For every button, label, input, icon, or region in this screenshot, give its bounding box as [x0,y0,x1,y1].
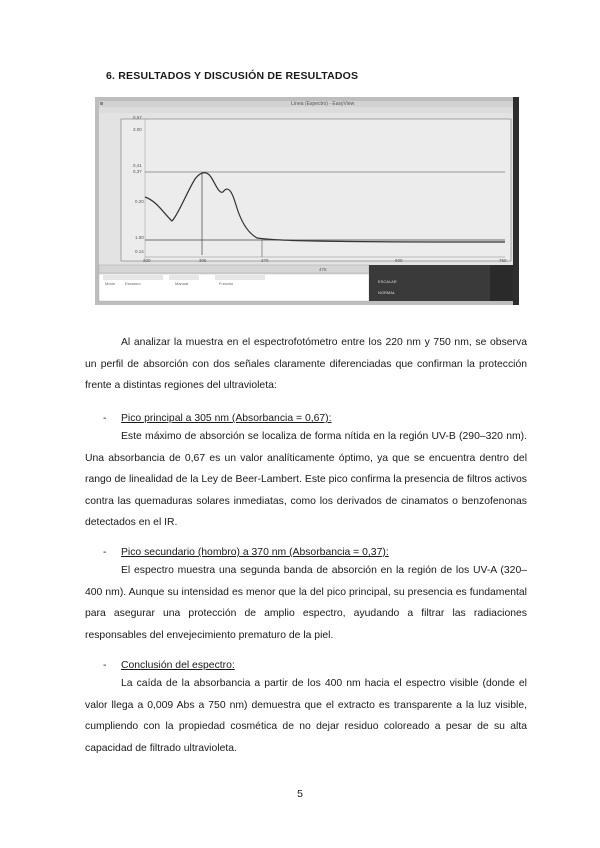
spectrum-photo [95,97,519,305]
y-tick-4: 0,37 [133,169,142,174]
right-bezel [513,97,519,305]
bullet-2 [103,546,389,560]
photo-window-title: Línea (Espectro) - EasyView [291,101,355,107]
bullet-1-text: Este máximo de absorción se localiza de forma nítida en la región UV-B (290–320 nm). Una absorbancia de 0,67 es un valor analíticamente óptimo, ya que se encuentra dentro del rango de linealidad de la Ley de Beer-Lambert. Este pico confirma la presencia de filtros activos contra las quemaduras solares inmediatas, como los derivados de cinamatos o benzofenonas detectados en el IR. [85,431,527,528]
y-tick-2: 3.00 [133,127,142,132]
x-tick-3: 370 [261,258,269,263]
menu-bar [99,107,515,113]
status-label-2: NORMAL [378,290,396,295]
x-tick-6: 750 [499,258,507,263]
bullet-3 [103,659,235,673]
x-tick-4: 475 [319,267,327,272]
bullet-dash: - [103,547,107,558]
y-tick-3: 0,41 [133,163,142,168]
bullet-2-text: El espectro muestra una segunda banda de absorción en la región de los UV-A (320–400 nm). Aunque su intensidad es menor que la del pico principal, su presencia es fundamental para asegurar una protección de amplio espectro, ayudando a filtrar las radiaciones responsables del envejecimiento prematuro de la piel. [85,565,527,641]
bullet-1 [103,412,332,426]
toolbar-label-1[interactable]: Modo [105,281,116,286]
toolbar-label-2[interactable]: Escaneo [125,281,141,286]
bullet-1-label: Pico principal a 305 nm (Absorbancia = 0,67): [121,413,332,424]
y-tick-6: 1.00 [135,235,144,240]
bullet-3-text: La caída de la absorbancia a partir de los 400 nm hacia el espectro visible (donde el valor llega a 0,009 Abs a 750 nm) demuestra que el extracto es transparente a la luz visible, cumpliendo con la propiedad cosmética de no dejar residuo coloreado a pesar de su alta capacidad de filtrado ultravioleta. [85,678,527,754]
y-tick-7: 0.14 [135,249,144,254]
toolbar [99,265,369,273]
bullet-3-label: Conclusión del espectro: [121,660,235,671]
y-tick-1: 0,57 [133,115,142,120]
data-panel-tab-3 [215,275,265,280]
toolbar-label-4[interactable]: Función [219,281,234,286]
bullet-dash: - [103,660,107,671]
status-label-1: ESCALAR [378,279,397,284]
intro-paragraph: Al analizar la muestra en el espectrofotómetro entre los 220 nm y 750 nm, se observa un perfil de absorción con dos señales claramente diferenciadas que confirman la protección frente a distintas regiones del ultravioleta: [85,337,527,391]
x-tick-5: 600 [395,258,403,263]
section-heading: 6. RESULTADOS Y DISCUSIÓN DE RESULTADOS [106,70,359,82]
data-panel-tab-2 [169,275,199,280]
status-panel-edge [490,265,515,301]
page-number: 5 [297,788,303,800]
toolbar-label-3[interactable]: Manual [175,281,189,286]
x-tick-2: 305 [199,258,207,263]
x-tick-1: 220 [143,258,151,263]
y-tick-5: 0.20 [135,199,144,204]
data-panel-tab [103,275,163,280]
window-icon [100,102,103,105]
bullet-dash: - [103,413,107,424]
bullet-2-label: Pico secundario (hombro) a 370 nm (Absorbancia = 0,37): [121,547,389,558]
spectrum-photo-drawing [95,97,519,305]
